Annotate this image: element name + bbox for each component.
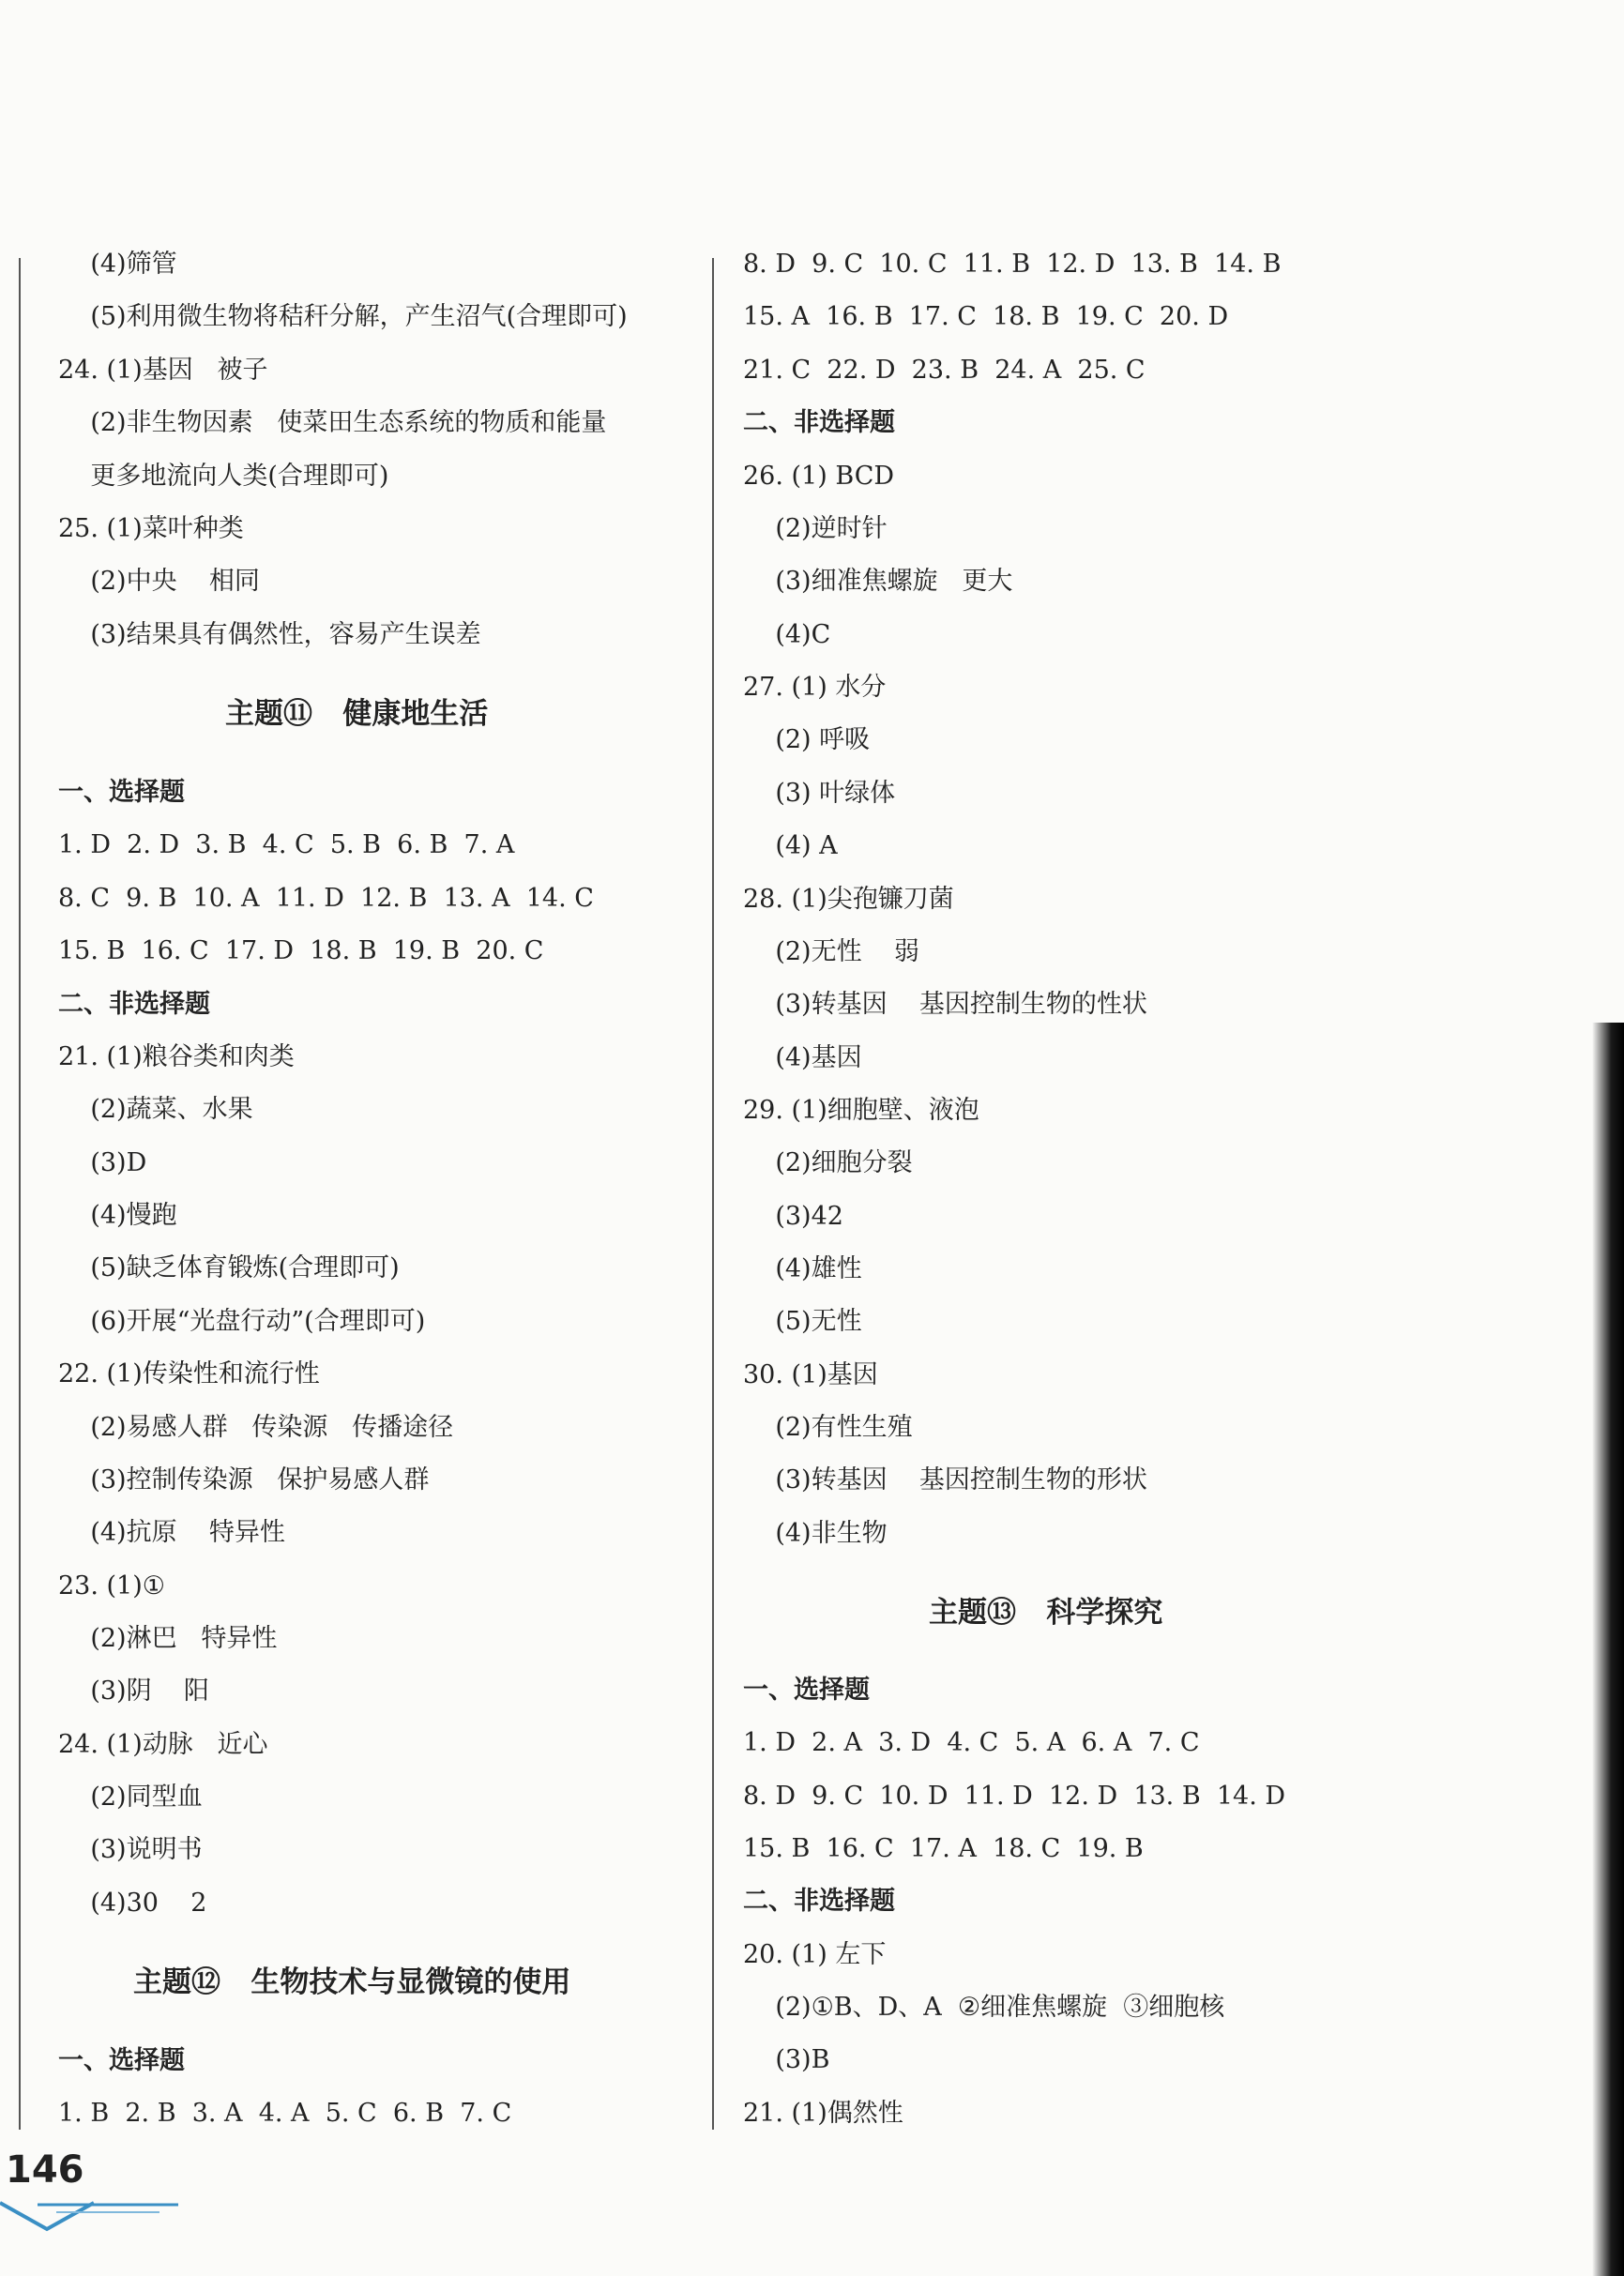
answer-line: 28. (1)尖孢镰刀菌 xyxy=(743,885,954,914)
answer-line: (2)有性生殖 xyxy=(743,1413,913,1442)
question-type-heading: 一、选择题 xyxy=(58,2046,185,2075)
section-heading: 主题⑫ 生物技术与显微镜的使用 xyxy=(133,1965,571,1999)
scan-edge-shadow xyxy=(1592,1023,1624,2276)
answer-line: 24. (1)动脉 近心 xyxy=(58,1730,268,1759)
answer-line: (5)利用微生物将秸秆分解，产生沼气(合理即可) xyxy=(58,302,628,331)
answer-line: (2)淋巴 特异性 xyxy=(58,1624,278,1653)
answer-line: (2) 呼吸 xyxy=(743,725,871,754)
question-type-heading: 二、非选择题 xyxy=(743,1887,895,1916)
answer-line: (2)无性 弱 xyxy=(743,937,919,966)
answer-line: (4)雄性 xyxy=(743,1254,862,1283)
answer-line: (5)无性 xyxy=(743,1307,862,1336)
answer-line: 21. C 22. D 23. B 24. A 25. C xyxy=(743,356,1146,385)
answer-line: 15. B 16. C 17. D 18. B 19. B 20. C xyxy=(58,936,544,965)
answer-line: 27. (1) 水分 xyxy=(743,673,887,702)
answer-line: 8. D 9. C 10. C 11. B 12. D 13. B 14. B xyxy=(743,250,1282,279)
answer-line: (2)逆时针 xyxy=(743,514,888,543)
answer-line: 20. (1) 左下 xyxy=(743,1940,887,1969)
answer-line: 8. C 9. B 10. A 11. D 12. B 13. A 14. C xyxy=(58,884,594,913)
answer-line: (2)①B、D、A ②细准焦螺旋 ③细胞核 xyxy=(743,1993,1225,2022)
answer-line: (3)控制传染源 保护易感人群 xyxy=(58,1465,430,1495)
answer-line: (4)非生物 xyxy=(743,1519,888,1548)
answer-line: (3)D xyxy=(58,1148,147,1177)
question-type-heading: 二、非选择题 xyxy=(58,990,210,1019)
answer-line: 24. (1)基因 被子 xyxy=(58,356,268,385)
answer-line: (4)筛管 xyxy=(58,250,177,279)
column-divider xyxy=(712,258,714,2130)
answer-line: (2)同型血 xyxy=(58,1783,203,1812)
answer-line: (3)42 xyxy=(743,1202,843,1231)
section-heading: 主题⑬ 科学探究 xyxy=(929,1596,1163,1630)
answer-line: 29. (1)细胞壁、液泡 xyxy=(743,1096,979,1125)
answer-line: (3)阴 阳 xyxy=(58,1677,209,1706)
answer-line: 23. (1)① xyxy=(58,1571,165,1601)
answer-line: 1. D 2. D 3. B 4. C 5. B 6. B 7. A xyxy=(58,830,515,859)
answer-line: 25. (1)菜叶种类 xyxy=(58,514,244,543)
answer-line: (2)细胞分裂 xyxy=(743,1148,913,1177)
answer-line: 26. (1) BCD xyxy=(743,462,894,491)
section-heading: 主题⑪ 健康地生活 xyxy=(225,697,489,731)
answer-line: (3) 叶绿体 xyxy=(743,779,896,808)
answer-line: (2)易感人群 传染源 传播途径 xyxy=(58,1413,454,1442)
answer-line: (3)B xyxy=(743,2045,830,2074)
answer-line: 15. A 16. B 17. C 18. B 19. C 20. D xyxy=(743,302,1229,331)
answer-line: 更多地流向人类(合理即可) xyxy=(58,462,389,491)
answer-line: (4)慢跑 xyxy=(58,1201,177,1230)
answer-line: (5)缺乏体育锻炼(合理即可) xyxy=(58,1253,400,1282)
answer-line: (4)抗原 特异性 xyxy=(58,1518,285,1547)
answer-line: (4)30 2 xyxy=(58,1889,207,1918)
answer-line: (3)细准焦螺旋 更大 xyxy=(743,567,1013,596)
answer-line: 1. D 2. A 3. D 4. C 5. A 6. A 7. C xyxy=(743,1728,1200,1757)
answer-line: (4) A xyxy=(743,831,838,860)
page-number: 146 xyxy=(6,2148,84,2192)
answer-line: (3)转基因 基因控制生物的形状 xyxy=(743,1465,1147,1495)
answer-line: (6)开展“光盘行动”(合理即可) xyxy=(58,1307,426,1336)
answer-line: (2)蔬菜、水果 xyxy=(58,1095,253,1124)
answer-line: 21. (1)偶然性 xyxy=(743,2099,903,2128)
answer-line: (2)中央 相同 xyxy=(58,567,260,596)
question-type-heading: 二、非选择题 xyxy=(743,408,895,437)
answer-line: (3)说明书 xyxy=(58,1835,203,1864)
answer-line: (3)转基因 基因控制生物的性状 xyxy=(743,990,1147,1019)
answer-line: (2)非生物因素 使菜田生态系统的物质和能量 xyxy=(58,408,607,437)
answer-line: 8. D 9. C 10. D 11. D 12. D 13. B 14. D xyxy=(743,1782,1286,1811)
answer-line: (4)C xyxy=(743,620,831,649)
answer-line: 22. (1)传染性和流行性 xyxy=(58,1359,320,1388)
answer-line: 30. (1)基因 xyxy=(743,1360,878,1389)
answer-line: 21. (1)粮谷类和肉类 xyxy=(58,1042,295,1071)
left-margin-rule xyxy=(19,258,21,2130)
answer-line: 15. B 16. C 17. A 18. C 19. B xyxy=(743,1834,1144,1863)
answer-line: (3)结果具有偶然性，容易产生误差 xyxy=(58,620,481,649)
answer-line: (4)基因 xyxy=(743,1043,862,1072)
question-type-heading: 一、选择题 xyxy=(743,1676,870,1705)
answer-line: 1. B 2. B 3. A 4. A 5. C 6. B 7. C xyxy=(58,2099,512,2128)
question-type-heading: 一、选择题 xyxy=(58,778,185,807)
page-corner-decoration xyxy=(0,2197,188,2235)
